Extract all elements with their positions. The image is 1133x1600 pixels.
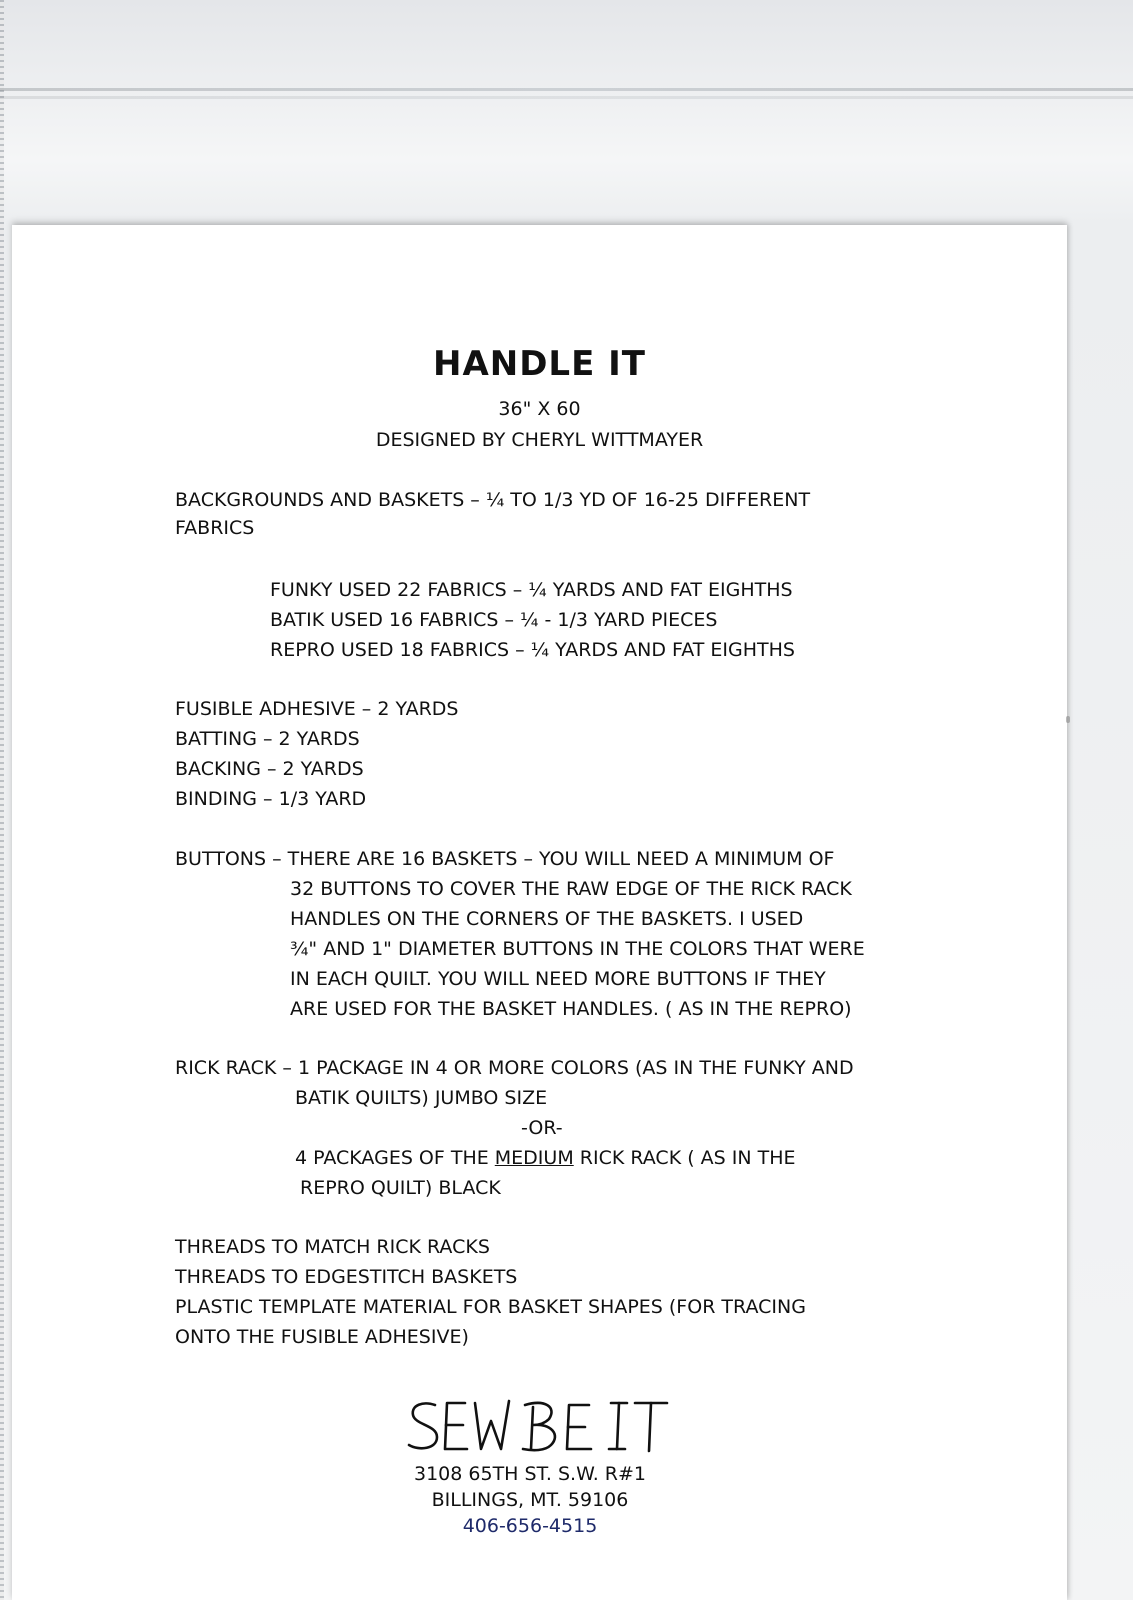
rickrack-line-4: REPRO QUILT) BLACK [300,1177,501,1199]
supply-fusible: FUSIBLE ADHESIVE – 2 YARDS [175,698,459,720]
buttons-line-4: ¾" AND 1" DIAMETER BUTTONS IN THE COLORS THAT WERE [290,938,865,960]
buttons-line-6: ARE USED FOR THE BASKET HANDLES. ( AS IN THE REPRO) [290,998,852,1020]
rickrack-line-2: BATIK QUILTS) JUMBO SIZE [295,1087,548,1109]
threads-line-1: THREADS TO MATCH RICK RACKS [175,1236,490,1258]
buttons-line-2: 32 BUTTONS TO COVER THE RAW EDGE OF THE RICK RACK [290,878,852,900]
threads-line-2: THREADS TO EDGESTITCH BASKETS [175,1266,518,1288]
supply-backing: BACKING – 2 YARDS [175,758,364,780]
variant-repro: REPRO USED 18 FABRICS – ¼ YARDS AND FAT EIGHTHS [270,639,795,661]
rickrack-line-3 [295,1147,796,1169]
rickrack-line-3-post: RICK RACK ( AS IN THE [573,1147,796,1169]
buttons-line-1: BUTTONS – THERE ARE 16 BASKETS – YOU WILL NEED A MINIMUM OF [175,848,835,870]
pattern-title: HANDLE IT [432,344,647,384]
bag-left-edge [0,0,4,1600]
designer-credit: DESIGNED BY CHERYL WITTMAYER [375,429,704,451]
backgrounds-line-2: FABRICS [175,517,255,539]
supply-batting: BATTING – 2 YARDS [175,728,360,750]
zip-closure-line-lower [0,96,1133,99]
rickrack-line-3-pre: 4 PACKAGES OF THE [295,1147,495,1169]
rickrack-or: -OR- [521,1117,563,1139]
threads-line-4: ONTO THE FUSIBLE ADHESIVE) [175,1326,469,1348]
zip-closure-line [0,88,1133,91]
variant-funky: FUNKY USED 22 FABRICS – ¼ YARDS AND FAT EIGHTHS [270,579,793,601]
quilt-size: 36" X 60 [498,398,581,420]
address-city: BILLINGS, MT. 59106 [431,1489,629,1511]
rickrack-line-1: RICK RACK – 1 PACKAGE IN 4 OR MORE COLORS (AS IN THE FUNKY AND [175,1057,854,1079]
rickrack-medium-underlined: MEDIUM [494,1147,574,1169]
buttons-line-5: IN EACH QUILT. YOU WILL NEED MORE BUTTONS IF THEY [290,968,826,990]
backgrounds-line-1: BACKGROUNDS AND BASKETS – ¼ TO 1/3 YD OF 16-25 DIFFERENT [175,489,811,511]
phone-number: 406-656-4515 [462,1515,598,1537]
buttons-line-3: HANDLES ON THE CORNERS OF THE BASKETS. I USED [290,908,804,930]
dust-speck [1066,716,1070,723]
sew-be-it-logo-mark [405,1395,675,1457]
threads-line-3: PLASTIC TEMPLATE MATERIAL FOR BASKET SHAPES (FOR TRACING [175,1296,806,1318]
address-street: 3108 65TH ST. S.W. R#1 [414,1463,646,1485]
supply-binding: BINDING – 1/3 YARD [175,788,367,810]
variant-batik: BATIK USED 16 FABRICS – ¼ - 1/3 YARD PIECES [270,609,718,631]
sew-be-it-logo [0,1395,1079,1461]
